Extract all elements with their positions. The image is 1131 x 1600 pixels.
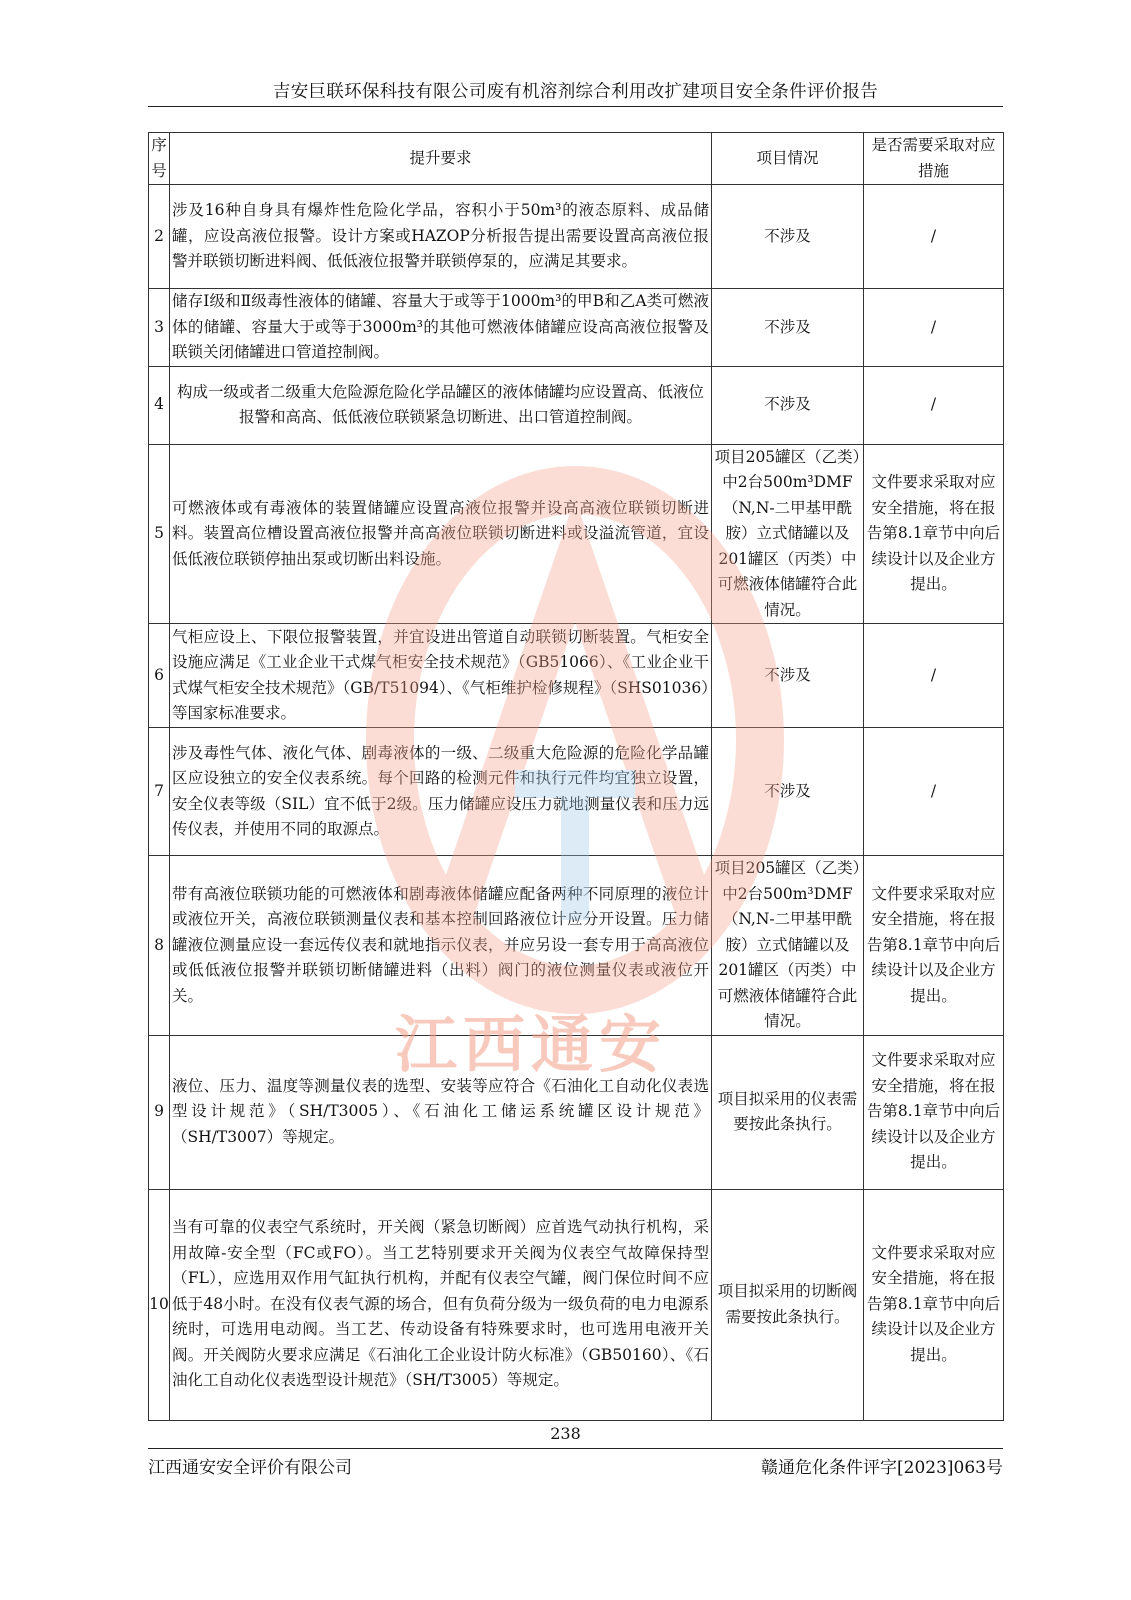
row-situation: 项目拟采用的切断阀需要按此条执行。 [712,1189,864,1420]
row-action: 文件要求采取对应安全措施，将在报告第8.1章节中向后续设计以及企业方提出。 [864,856,1004,1036]
row-situation: 项目拟采用的仪表需要按此条执行。 [712,1035,864,1189]
footer-company: 江西通安安全评价有限公司 [148,1458,352,1478]
table-row [149,1035,1004,1189]
row-situation: 不涉及 [712,624,864,728]
row-requirement: 储存Ⅰ级和Ⅱ级毒性液体的储罐、容量大于或等于1000m³的甲B和乙A类可燃液体的储罐、容量大于或等于3000m³的其他可燃液体储罐应设高高液位报警及联锁关闭储罐进口管道控制阀。 [170,289,712,367]
footer-doc-code: 赣通危化条件评字[2023]063号 [761,1458,1003,1478]
table-row [149,856,1004,1036]
col-header-situation: 项目情况 [712,133,864,185]
row-no: 7 [149,728,170,856]
row-requirement: 涉及毒性气体、液化气体、剧毒液体的一级、二级重大危险源的危险化学品罐区应设独立的安全仪表系统。每个回路的检测元件和执行元件均宜独立设置，安全仪表等级（SIL）宜不低于2级。压力储罐应设压力就地测量仪表和压力远传仪表，并使用不同的取源点。 [170,728,712,856]
row-situation: 不涉及 [712,366,864,444]
row-action: / [864,728,1004,856]
watermark-text: 江西通安 [395,1008,668,1081]
row-situation: 不涉及 [712,185,864,289]
row-situation: 项目205罐区（乙类）中2台500m³DMF（N,N-二甲基甲酰胺）立式储罐以及201罐区（丙类）中可燃液体储罐符合此情况。 [712,856,864,1036]
table-row [149,444,1004,624]
row-requirement: 带有高液位联锁功能的可燃液体和剧毒液体储罐应配备两种不同原理的液位计或液位开关，高液位联锁测量仪表和基本控制回路液位计应分开设置。压力储罐液位测量应设一套远传仪表和就地指示仪表，并应另设一套专用于高高液位或低低液位报警并联锁切断储罐进料（出料）阀门的液位测量仪表或液位开关。 [170,856,712,1036]
row-situation: 不涉及 [712,728,864,856]
table-row [149,185,1004,289]
col-header-no: 序号 [149,133,170,185]
row-action: / [864,289,1004,367]
row-no: 3 [149,289,170,367]
row-action: / [864,185,1004,289]
row-action: 文件要求采取对应安全措施，将在报告第8.1章节中向后续设计以及企业方提出。 [864,1035,1004,1189]
table-row [149,624,1004,728]
header-divider [148,106,1003,107]
row-no: 6 [149,624,170,728]
table-row [149,1189,1004,1420]
row-action: / [864,624,1004,728]
row-no: 4 [149,366,170,444]
col-header-action: 是否需要采取对应措施 [864,133,1004,185]
table-row [149,728,1004,856]
row-no: 9 [149,1035,170,1189]
row-requirement: 涉及16种自身具有爆炸性危险化学品，容积小于50m³的液态原料、成品储罐，应设高液位报警。设计方案或HAZOP分析报告提出需要设置高高液位报警并联锁切断进料阀、低低液位报警并联锁停泵的，应满足其要求。 [170,185,712,289]
row-situation: 不涉及 [712,289,864,367]
row-requirement: 构成一级或者二级重大危险源危险化学品罐区的液体储罐均应设置高、低液位报警和高高、低低液位联锁紧急切断进、出口管道控制阀。 [170,366,712,444]
footer-divider [148,1448,1003,1449]
table-row [149,289,1004,367]
row-requirement: 气柜应设上、下限位报警装置，并宜设进出管道自动联锁切断装置。气柜安全设施应满足《工业企业干式煤气柜安全技术规范》（GB51066）、《工业企业干式煤气柜安全技术规范》（GB/T51094）、《气柜维护检修规程》（SHS01036）等国家标准要求。 [170,624,712,728]
page-number: 238 [550,1424,581,1443]
table-row [149,366,1004,444]
row-requirement: 当有可靠的仪表空气系统时，开关阀（紧急切断阀）应首选气动执行机构，采用故障-安全型（FC或FO）。当工艺特别要求开关阀为仪表空气故障保持型（FL），应选用双作用气缸执行机构，并配有仪表空气罐，阀门保位时间不应低于48小时。在没有仪表气源的场合，但有负荷分级为一级负荷的电力电源系统时，可选用电动阀。当工艺、传动设备有特殊要求时，也可选用电液开关阀。开关阀防火要求应满足《石油化工企业设计防火标准》（GB50160）、《石油化工自动化仪表选型设计规范》（SH/T3005）等规定。 [170,1189,712,1420]
row-action: / [864,366,1004,444]
row-requirement: 可燃液体或有毒液体的装置储罐应设置高液位报警并设高高液位联锁切断进料。装置高位槽设置高液位报警并高高液位联锁切断进料或设溢流管道，宜设低低液位联锁停抽出泵或切断出料设施。 [170,444,712,624]
requirements-table [148,132,1004,1421]
row-no: 8 [149,856,170,1036]
row-action: 文件要求采取对应安全措施，将在报告第8.1章节中向后续设计以及企业方提出。 [864,1189,1004,1420]
row-situation: 项目205罐区（乙类）中2台500m³DMF（N,N-二甲基甲酰胺）立式储罐以及201罐区（丙类）中可燃液体储罐符合此情况。 [712,444,864,624]
row-requirement: 液位、压力、温度等测量仪表的选型、安装等应符合《石油化工自动化仪表选型设计规范》（SH/T3005）、《石油化工储运系统罐区设计规范》（SH/T3007）等规定。 [170,1035,712,1189]
row-action: 文件要求采取对应安全措施，将在报告第8.1章节中向后续设计以及企业方提出。 [864,444,1004,624]
col-header-requirement: 提升要求 [170,133,712,185]
document-header: 吉安巨联环保科技有限公司废有机溶剂综合利用改扩建项目安全条件评价报告 [272,82,879,102]
table-header-row [149,133,1004,185]
row-no: 5 [149,444,170,624]
row-no: 10 [149,1189,170,1420]
row-no: 2 [149,185,170,289]
